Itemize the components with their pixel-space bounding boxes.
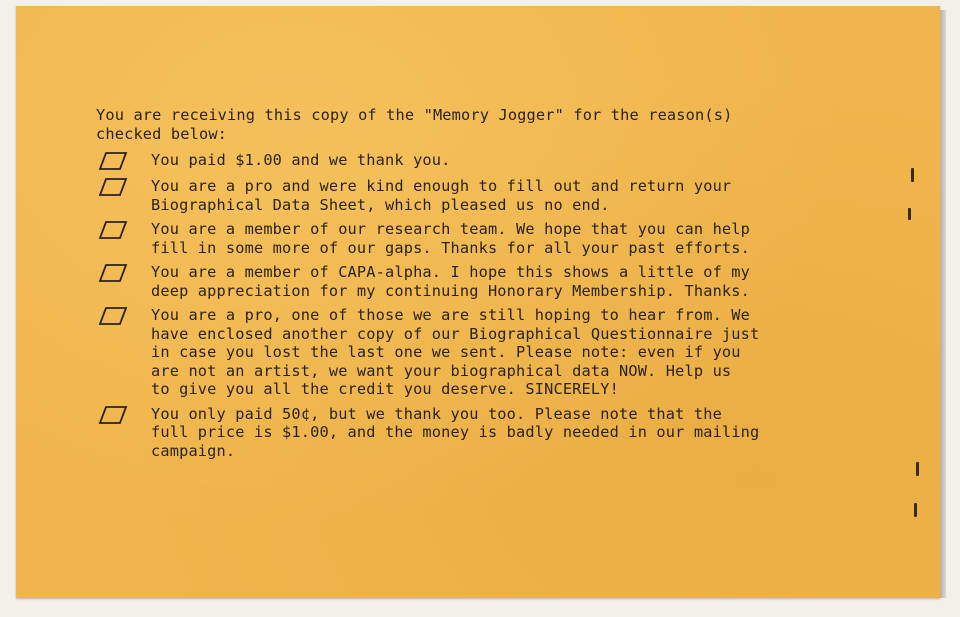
- item-text: You are a member of our research team. We hope that you can help fill in some more of our gaps. Thanks for all your past efforts.: [151, 220, 751, 257]
- checklist-item: [96, 405, 896, 461]
- item-text: You are a pro, one of those we are still hoping to hear from. We have enclosed another copy of our Biographical Questionnaire just in case you lost the last one we sent. Please note: even if you are not an artist, we want your biographical data NOW. Help us to give you all the credit you deserve. SINCERELY!: [151, 306, 760, 398]
- checklist-item: [96, 220, 896, 257]
- card-edge-shadow: [940, 10, 946, 598]
- checklist-item: [96, 177, 896, 214]
- intro-text: You are receiving this copy of the "Memory Jogger" for the reason(s) checked below:: [96, 106, 733, 143]
- postcard: [16, 6, 940, 598]
- checklist-item: [96, 263, 896, 300]
- checkbox-icon[interactable]: [96, 306, 136, 326]
- checklist-item: [96, 151, 896, 171]
- card-text: [96, 106, 896, 466]
- item-text: You paid $1.00 and we thank you.: [151, 151, 451, 169]
- staple-mark: [914, 503, 917, 517]
- staple-mark: [911, 168, 914, 182]
- checkbox-icon[interactable]: [96, 177, 136, 197]
- checkbox-icon[interactable]: [96, 263, 136, 283]
- item-text: You only paid 50¢, but we thank you too. Please note that the full price is $1.00, and the money is badly needed in our mailing campaign.: [151, 404, 760, 460]
- checkbox-icon[interactable]: [96, 220, 136, 240]
- staple-mark: [908, 208, 911, 220]
- item-text: You are a pro and were kind enough to fill out and return your Biographical Data Sheet, which pleased us no end.: [151, 177, 732, 214]
- staple-mark: [916, 462, 919, 476]
- checkbox-icon[interactable]: [96, 151, 136, 171]
- checklist-item: [96, 306, 896, 399]
- item-text: You are a member of CAPA-alpha. I hope this shows a little of my deep appreciation for my continuing Honorary Membership. Thanks.: [151, 263, 751, 300]
- checkbox-icon[interactable]: [96, 405, 136, 425]
